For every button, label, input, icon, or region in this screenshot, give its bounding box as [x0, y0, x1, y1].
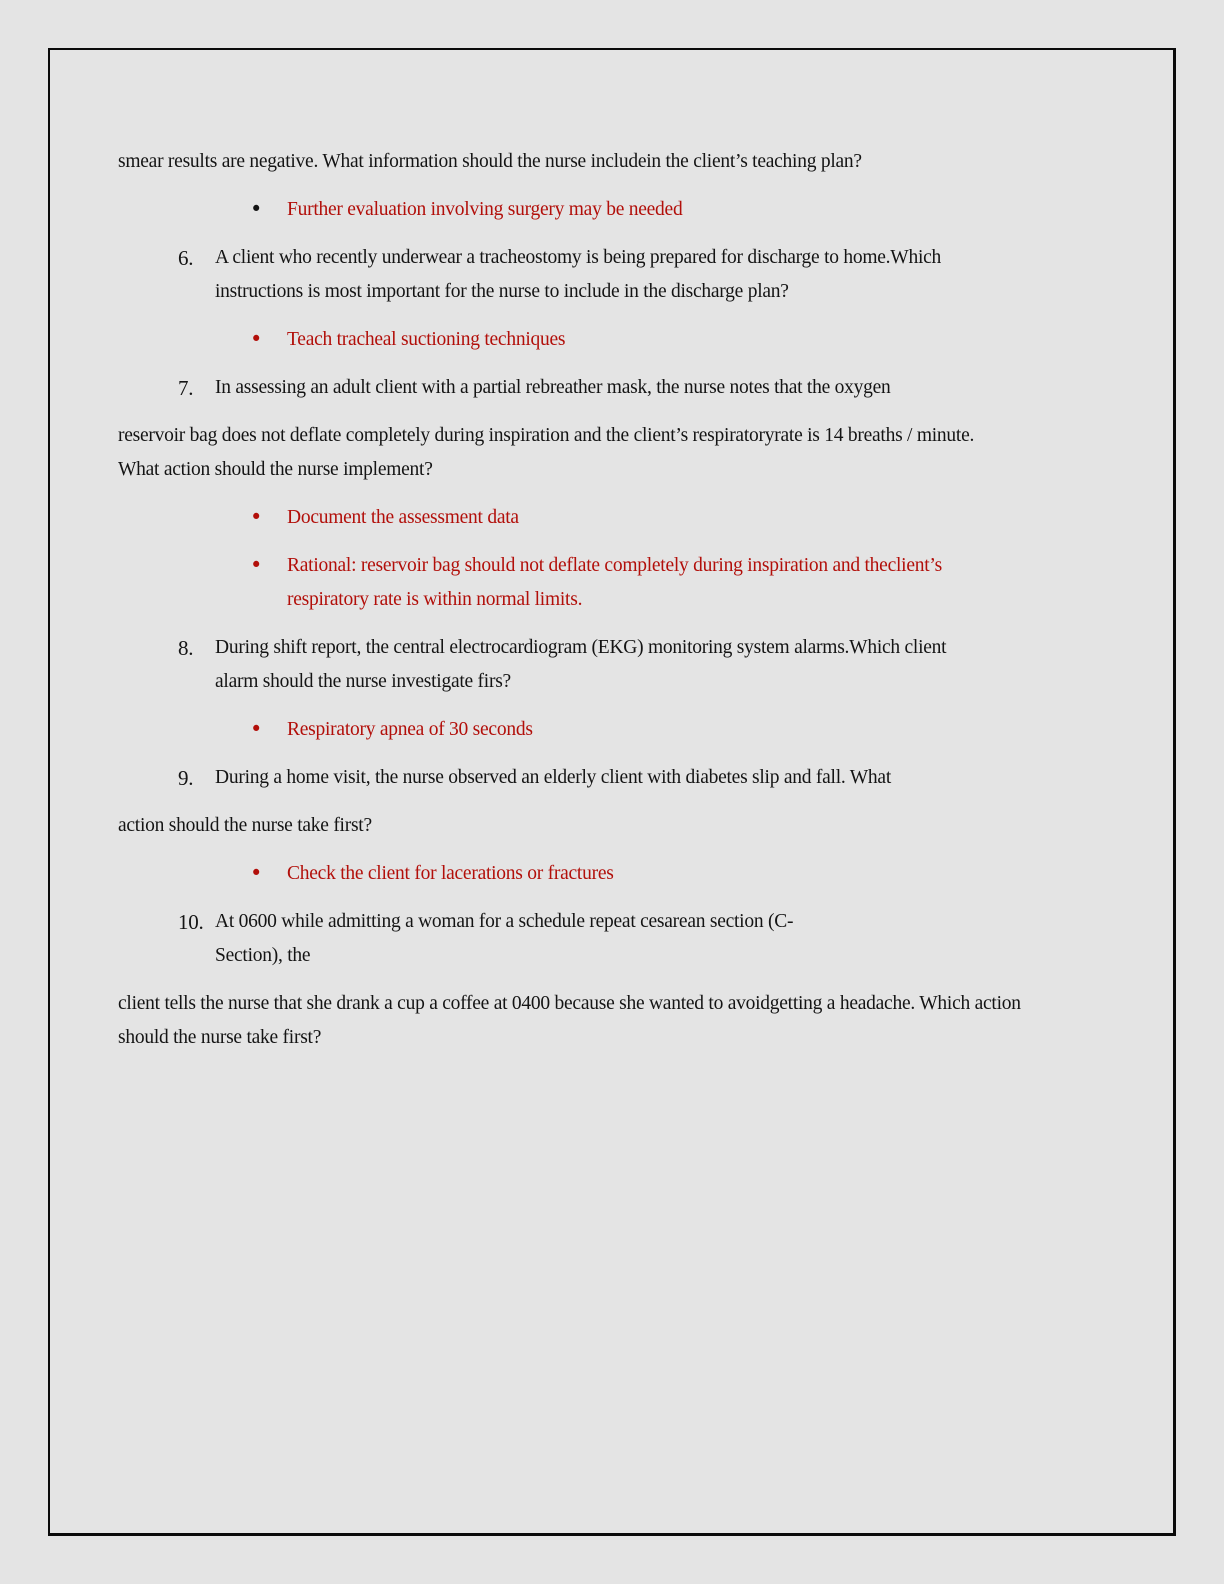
question-number: 9.: [178, 766, 194, 790]
answer-bullet-item: [118, 549, 1135, 617]
paragraph: [118, 809, 1135, 843]
text-line: During a home visit, the nurse observed an elderly client with diabetes slip and fall. What: [215, 767, 891, 788]
text-line: In assessing an adult client with a partial rebreather mask, the nurse notes that the oxygen: [215, 377, 891, 398]
answer-bullet-item: [118, 713, 1135, 747]
question-item: [118, 761, 1135, 795]
answer-bullet-item: [118, 193, 1135, 227]
answer-bullet-item: [118, 857, 1135, 891]
question-number: 8.: [178, 636, 194, 660]
text-line: action should the nurse take first?: [118, 815, 372, 836]
bullet-marker-icon: •: [250, 861, 263, 885]
text-line: client tells the nurse that she drank a cup a coffee at 0400 because she wanted to avoidgetting a headache. Which action: [118, 993, 1021, 1014]
text-line: Section), the: [215, 945, 311, 966]
text-line: reservoir bag does not deflate completely during inspiration and the client’s respiratoryrate is 14 breaths / minute.: [118, 425, 975, 446]
text-line: Check the client for lacerations or fractures: [287, 863, 614, 884]
text-line: instructions is most important for the nurse to include in the discharge plan?: [215, 281, 789, 302]
paragraph: [118, 145, 1135, 179]
text-line: Further evaluation involving surgery may be needed: [287, 199, 683, 220]
text-line: alarm should the nurse investigate firs?: [215, 671, 511, 692]
text-line: should the nurse take first?: [118, 1027, 322, 1048]
document-content: [118, 145, 1135, 1055]
question-item: [118, 631, 1135, 699]
answer-bullet-item: [118, 501, 1135, 535]
bullet-marker-icon: •: [250, 717, 263, 741]
text-line: During shift report, the central electrocardiogram (EKG) monitoring system alarms.Which client: [215, 637, 947, 658]
bullet-marker-icon: •: [250, 505, 263, 529]
question-item: [118, 371, 1135, 405]
question-number: 7.: [178, 376, 194, 400]
text-line: Teach tracheal suctioning techniques: [287, 329, 566, 350]
text-line: Document the assessment data: [287, 507, 519, 528]
bullet-marker-icon: •: [250, 197, 263, 221]
text-line: smear results are negative. What information should the nurse includein the client’s teaching plan?: [118, 151, 862, 172]
text-line: At 0600 while admitting a woman for a schedule repeat cesarean section (C-: [215, 911, 794, 932]
question-item: [118, 905, 1135, 973]
text-line: Respiratory apnea of 30 seconds: [287, 719, 533, 740]
text-line: A client who recently underwear a tracheostomy is being prepared for discharge to home.Which: [215, 247, 942, 268]
document-page: [48, 48, 1176, 1536]
text-line: Rational: reservoir bag should not deflate completely during inspiration and theclient’s: [287, 555, 942, 576]
answer-bullet-item: [118, 323, 1135, 357]
question-item: [118, 241, 1135, 309]
text-line: respiratory rate is within normal limits.: [287, 589, 583, 610]
bullet-marker-icon: •: [250, 327, 263, 351]
paragraph: [118, 987, 1135, 1055]
text-line: What action should the nurse implement?: [118, 459, 433, 480]
bullet-marker-icon: •: [250, 553, 263, 577]
question-number: 6.: [178, 246, 194, 270]
question-number: 10.: [178, 910, 204, 934]
paragraph: [118, 419, 1135, 487]
